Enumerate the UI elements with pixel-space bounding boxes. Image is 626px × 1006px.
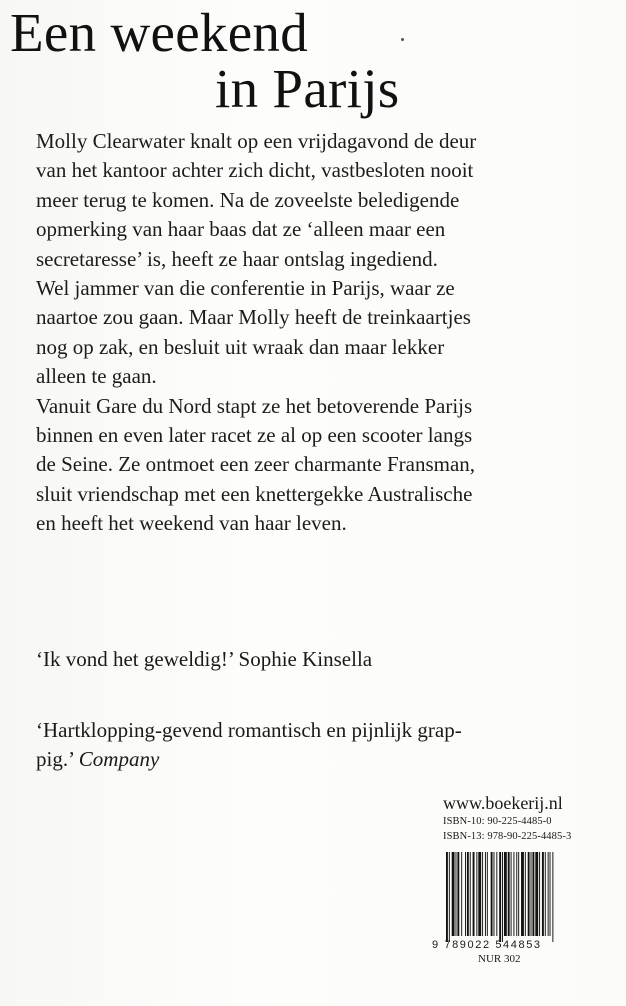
barcode-bar [446,852,448,942]
blurb-line: en heeft het weekend van haar leven. [36,511,347,536]
blurb-line: Molly Clearwater knalt op een vrijdagavond de deur [36,129,477,153]
barcode-bar [494,852,495,936]
barcode-bar [542,852,544,936]
barcode-bar [449,852,450,942]
blurb-line: de Seine. Ze ontmoet een zeer charmante Fransman, [36,452,476,477]
review-source: Company [78,747,160,772]
title-line-2: in Parijs [215,58,400,119]
barcode-bar [456,852,457,936]
barcode-bar [485,852,486,936]
barcode-bar [473,852,475,936]
isbn-13: ISBN-13: 978-90-225-4485-3 [443,831,572,842]
blurb-line: Vanuit Gare du Nord stapt ze het betoverende Parijs [36,393,473,418]
barcode-bar [491,852,493,936]
barcode-bar [487,852,488,936]
title-line-1: Een weekend [10,2,309,63]
blurb-line: opmerking van haar baas dat ze ‘alleen maar een [36,217,446,242]
barcode-bar [457,852,459,936]
barcode-bar [467,852,469,936]
blurb-line: van het kantoor achter zich dicht, vastbesloten nooit [36,158,474,183]
barcode-number: 9 789022 544853 [432,939,542,951]
barcode-bar [516,852,517,936]
barcode-bar [482,852,483,936]
barcode-bar [476,852,477,936]
barcode-bar [532,852,534,936]
barcode-bar [528,852,530,936]
barcode-bar [496,852,497,936]
blurb-line: alleen te gaan. [36,364,157,389]
barcode-bar [518,852,519,936]
barcode-bar [550,852,551,936]
nur-code: NUR 302 [478,953,521,965]
review-quote-line [36,745,462,774]
publisher-website: www.boekerij.nl [443,793,563,813]
barcode-bar [470,852,471,936]
blurb-text [36,127,601,539]
barcode-bar [521,852,524,936]
review-quote-text: pig.’ [36,747,79,772]
barcode-bar [478,852,481,936]
blurb-line: naartoe zou gaan. Maar Molly heeft de treinkaartjes [36,305,471,330]
isbn-10: ISBN-10: 90-225-4485-0 [443,816,552,827]
barcode-bar [539,852,540,936]
barcode-bar [552,852,553,942]
blurb-line: Wel jammer van die conferentie in Parijs, waar ze [36,276,455,301]
blurb-line: meer terug te komen. Na de zoveelste beledigende [36,187,460,212]
barcode-bar [535,852,538,936]
barcode-bar [548,852,549,936]
blurb-line: nog op zak, en besluit uit wraak dan maar lekker [36,334,445,359]
blurb-line: secretaresse’ is, heeft ze haar ontslag ingediend. [36,246,438,271]
barcode-bar [531,852,532,936]
barcode-bar [545,852,546,936]
barcode-icon [444,852,586,942]
barcode-bar [465,852,466,936]
review-quote-line: ‘Hartklopping-gevend romantisch en pijnlijk grap- [36,718,462,742]
barcode-bar [508,852,510,936]
barcode-bar [504,852,507,936]
review-quote-company [36,716,462,775]
barcode-bar [502,852,503,942]
blurb-line: sluit vriendschap met een knettergekke Australische [36,481,473,506]
barcode-bar [511,852,512,936]
barcode-bar [499,852,501,942]
barcode-bar [461,852,462,936]
review-quote-kinsella: ‘Ik vond het geweldig!’ Sophie Kinsella [36,647,373,671]
barcode-graphic [444,852,586,942]
barcode-bar [452,852,455,936]
barcode-bar [525,852,526,936]
barcode-bar [513,852,514,936]
blurb-line: binnen en even later racet ze al op een scooter langs [36,423,473,448]
publisher-info [443,792,613,844]
speck-mark [401,38,404,41]
